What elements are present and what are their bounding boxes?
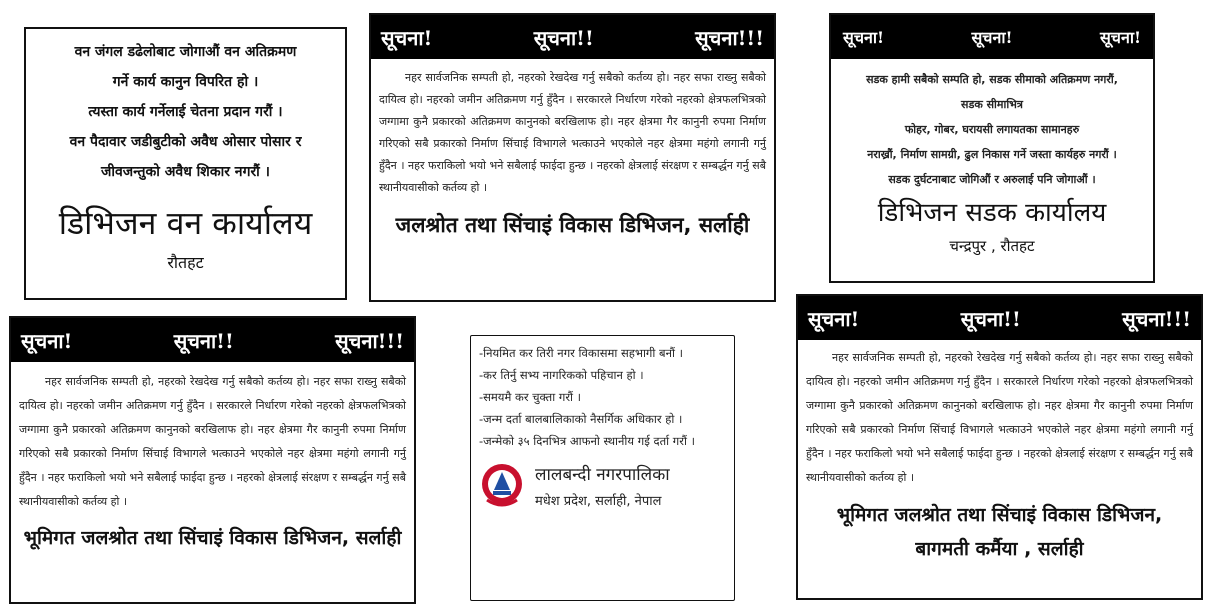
forest-line: गर्ने कार्य कानुन विपरित हो ।	[112, 74, 259, 90]
notice-header-label: सूचना!	[381, 25, 433, 50]
municipality-item: -नियमित कर तिरी नगर विकासमा सहभागी बनौं ।	[479, 346, 683, 360]
notice-forest-office	[24, 27, 347, 300]
road-line: सडक सीमाभित्र	[961, 98, 1023, 111]
municipality-items	[479, 342, 726, 452]
notice-header-label: सूचना!	[21, 328, 73, 353]
notice-body-paragraph: नहर सार्वजनिक सम्पती हो, नहरको रेखदेख गर्नु सबैको कर्तव्य हो। नहर सफा राख्नु सबैको दायित्व हो। नहरको जमीन अतिक्रमण गर्नु हुँदैन । सरकारले निर्धारण गरेको नहरको क्षेत्रफलभित्रको जग्गामा कुनै प्रकारको अतिक्रमण कानुनको बरखिलाफ हो। नहर क्षेत्रमा गैर कानुनी रुपमा निर्माण गरिएको सबै प्रकारको निर्माण सिंचाई विभागले भत्काउने भएकोले नहर क्षेत्रमा महंगो लगानी गर्नु हुँदैन । नहर फराकिलो भयो भने सबैलाई फाईदा हुन्छ । नहरको क्षेत्रलाई संरक्षण र सम्बर्द्धन गर्नु सबै स्थानीयवासीको कर्तव्य हो ।	[379, 71, 766, 194]
notice-irrigation-division	[369, 13, 776, 302]
road-line: सडक दुर्घटनाबाट जोगिऔं र अरुलाई पनि जोगाऔं ।	[888, 173, 1096, 186]
notice-header-label: सूचना!	[1099, 28, 1141, 47]
notice-groundwater-division-bagmati	[796, 294, 1203, 600]
notice-header-bar	[371, 15, 774, 59]
notice-body	[371, 59, 774, 199]
notice-footer-office: जलश्रोत तथा सिंचाइं विकास डिभिजन, सर्लाही	[395, 213, 750, 237]
notice-header-label: सूचना!	[843, 28, 885, 47]
forest-notice-lines	[36, 37, 335, 187]
notice-body	[11, 362, 414, 514]
forest-office-title: डिभिजन वन कार्यालय	[58, 204, 313, 242]
road-office-place: चन्द्रपुर , रौतहट	[949, 237, 1035, 255]
notice-body	[798, 340, 1201, 490]
municipality-address: मधेश प्रदेश, सर्लाही, नेपाल	[535, 493, 662, 509]
notice-footer-office: भूमिगत जलश्रोत तथा सिंचाइं विकास डिभिजन, सर्लाही	[23, 527, 402, 549]
forest-office-place: रौतहट	[167, 253, 204, 272]
municipality-item: -जन्मेको ३५ दिनभित्र आफनो स्थानीय गई दर्ता गरौं ।	[479, 434, 695, 448]
notice-header-label: सूचना!!	[960, 306, 1021, 331]
road-line: नराख्रौं, निर्माण सामग्री, ढुल निकास गर्ने जस्ता कार्यहरु नगरौं ।	[867, 148, 1117, 161]
notice-road-office	[829, 13, 1155, 283]
notice-header-label: सूचना!!!	[695, 25, 764, 50]
notice-header-label: सूचना!!	[173, 328, 234, 353]
notice-header-label: सूचना!	[808, 306, 860, 331]
forest-line: जीवजन्तुको अवैध शिकार नगरौं ।	[100, 164, 270, 180]
municipality-signature	[479, 460, 726, 510]
notice-header-bar	[831, 15, 1153, 59]
notice-header-label: सूचना!!	[533, 25, 594, 50]
road-line: सडक हामी सबैको सम्पति हो, सडक सीमाको अतिक्रमण नगरौं,	[866, 73, 1118, 86]
municipality-item: -जन्म दर्ता बालबालिकाको नैसर्गिक अधिकार हो ।	[479, 412, 683, 426]
forest-line: वन जंगल डढेलोबाट जोगाऔं वन अतिक्रमण	[74, 44, 297, 60]
forest-line: वन पैदावार जडीबुटीको अवैध ओसार पोसार र	[69, 134, 302, 150]
notice-body-paragraph: नहर सार्वजनिक सम्पती हो, नहरको रेखदेख गर्नु सबैको कर्तव्य हो। नहर सफा राख्नु सबैको दायित्व हो। नहरको जमीन अतिक्रमण गर्नु हुँदैन । सरकारले निर्धारण गरेको नहरको क्षेत्रफलभित्रको जग्गामा कुनै प्रकारको अतिक्रमण कानुनको बरखिलाफ हो। नहर क्षेत्रमा गैर कानुनी रुपमा निर्माण गरिएको सबै प्रकारको निर्माण सिंचाई विभागले भत्काउने भएकोले नहर क्षेत्रमा महंगो लगानी गर्नु हुँदैन । नहर फराकिलो भयो भने सबैलाई फाईदा हुन्छ । नहरको क्षेत्रलाई संरक्षण र सम्बर्द्धन गर्नु सबै स्थानीयवासीको कर्तव्य हो ।	[806, 351, 1193, 484]
notice-header-label: सूचना!!!	[335, 328, 404, 353]
municipality-item: -कर तिर्नु सभ्य नागरिकको पहिचान हो ।	[479, 368, 644, 382]
road-line: फोहर, गोबर, घरायसी लगायतका सामानहरु	[904, 123, 1080, 136]
notice-body-paragraph: नहर सार्वजनिक सम्पती हो, नहरको रेखदेख गर्नु सबैको कर्तव्य हो। नहर सफा राख्नु सबैको दायित्व हो। नहरको जमीन अतिक्रमण गर्नु हुँदैन । सरकारले निर्धारण गरेको नहरको क्षेत्रफलभित्रको जग्गामा कुनै प्रकारको अतिक्रमण कानुनको बरखिलाफ हो। नहर क्षेत्रमा गैर कानुनी रुपमा निर्माण गरिएको सबै प्रकारको निर्माण सिंचाई विभागले भत्काउने भएकोले नहर क्षेत्रमा महंगो लगानी गर्नु हुँदैन । नहर फराकिलो भयो भने सबैलाई फाईदा हुन्छ । नहरको क्षेत्रलाई संरक्षण र सम्बर्द्धन गर्नु सबै स्थानीयवासीको कर्तव्य हो ।	[19, 375, 406, 508]
notice-header-label: सूचना!!!	[1122, 306, 1191, 331]
road-office-title: डिभिजन सडक कार्यालय	[877, 198, 1107, 228]
notice-header-label: सूचना!	[971, 28, 1013, 47]
municipality-item: -समयमै कर चुक्ता गरौं ।	[479, 390, 582, 404]
notice-footer-office	[798, 498, 1201, 566]
notice-footer-line: बागमती कर्मैया , सर्लाही	[915, 538, 1084, 560]
forest-line: त्यस्ता कार्य गर्नेलाई चेतना प्रदान गरौं ।	[88, 104, 283, 120]
notice-municipality	[470, 335, 735, 601]
notice-footer-line: भूमिगत जलश्रोत तथा सिंचाइं विकास डिभिजन,	[836, 504, 1163, 526]
road-notice-lines	[831, 59, 1153, 192]
notice-header-bar	[798, 296, 1201, 340]
notice-groundwater-division	[9, 316, 416, 604]
notice-header-bar	[11, 318, 414, 362]
municipality-name: लालबन्दी नगरपालिका	[535, 464, 670, 485]
nepal-emblem-icon	[479, 460, 525, 510]
